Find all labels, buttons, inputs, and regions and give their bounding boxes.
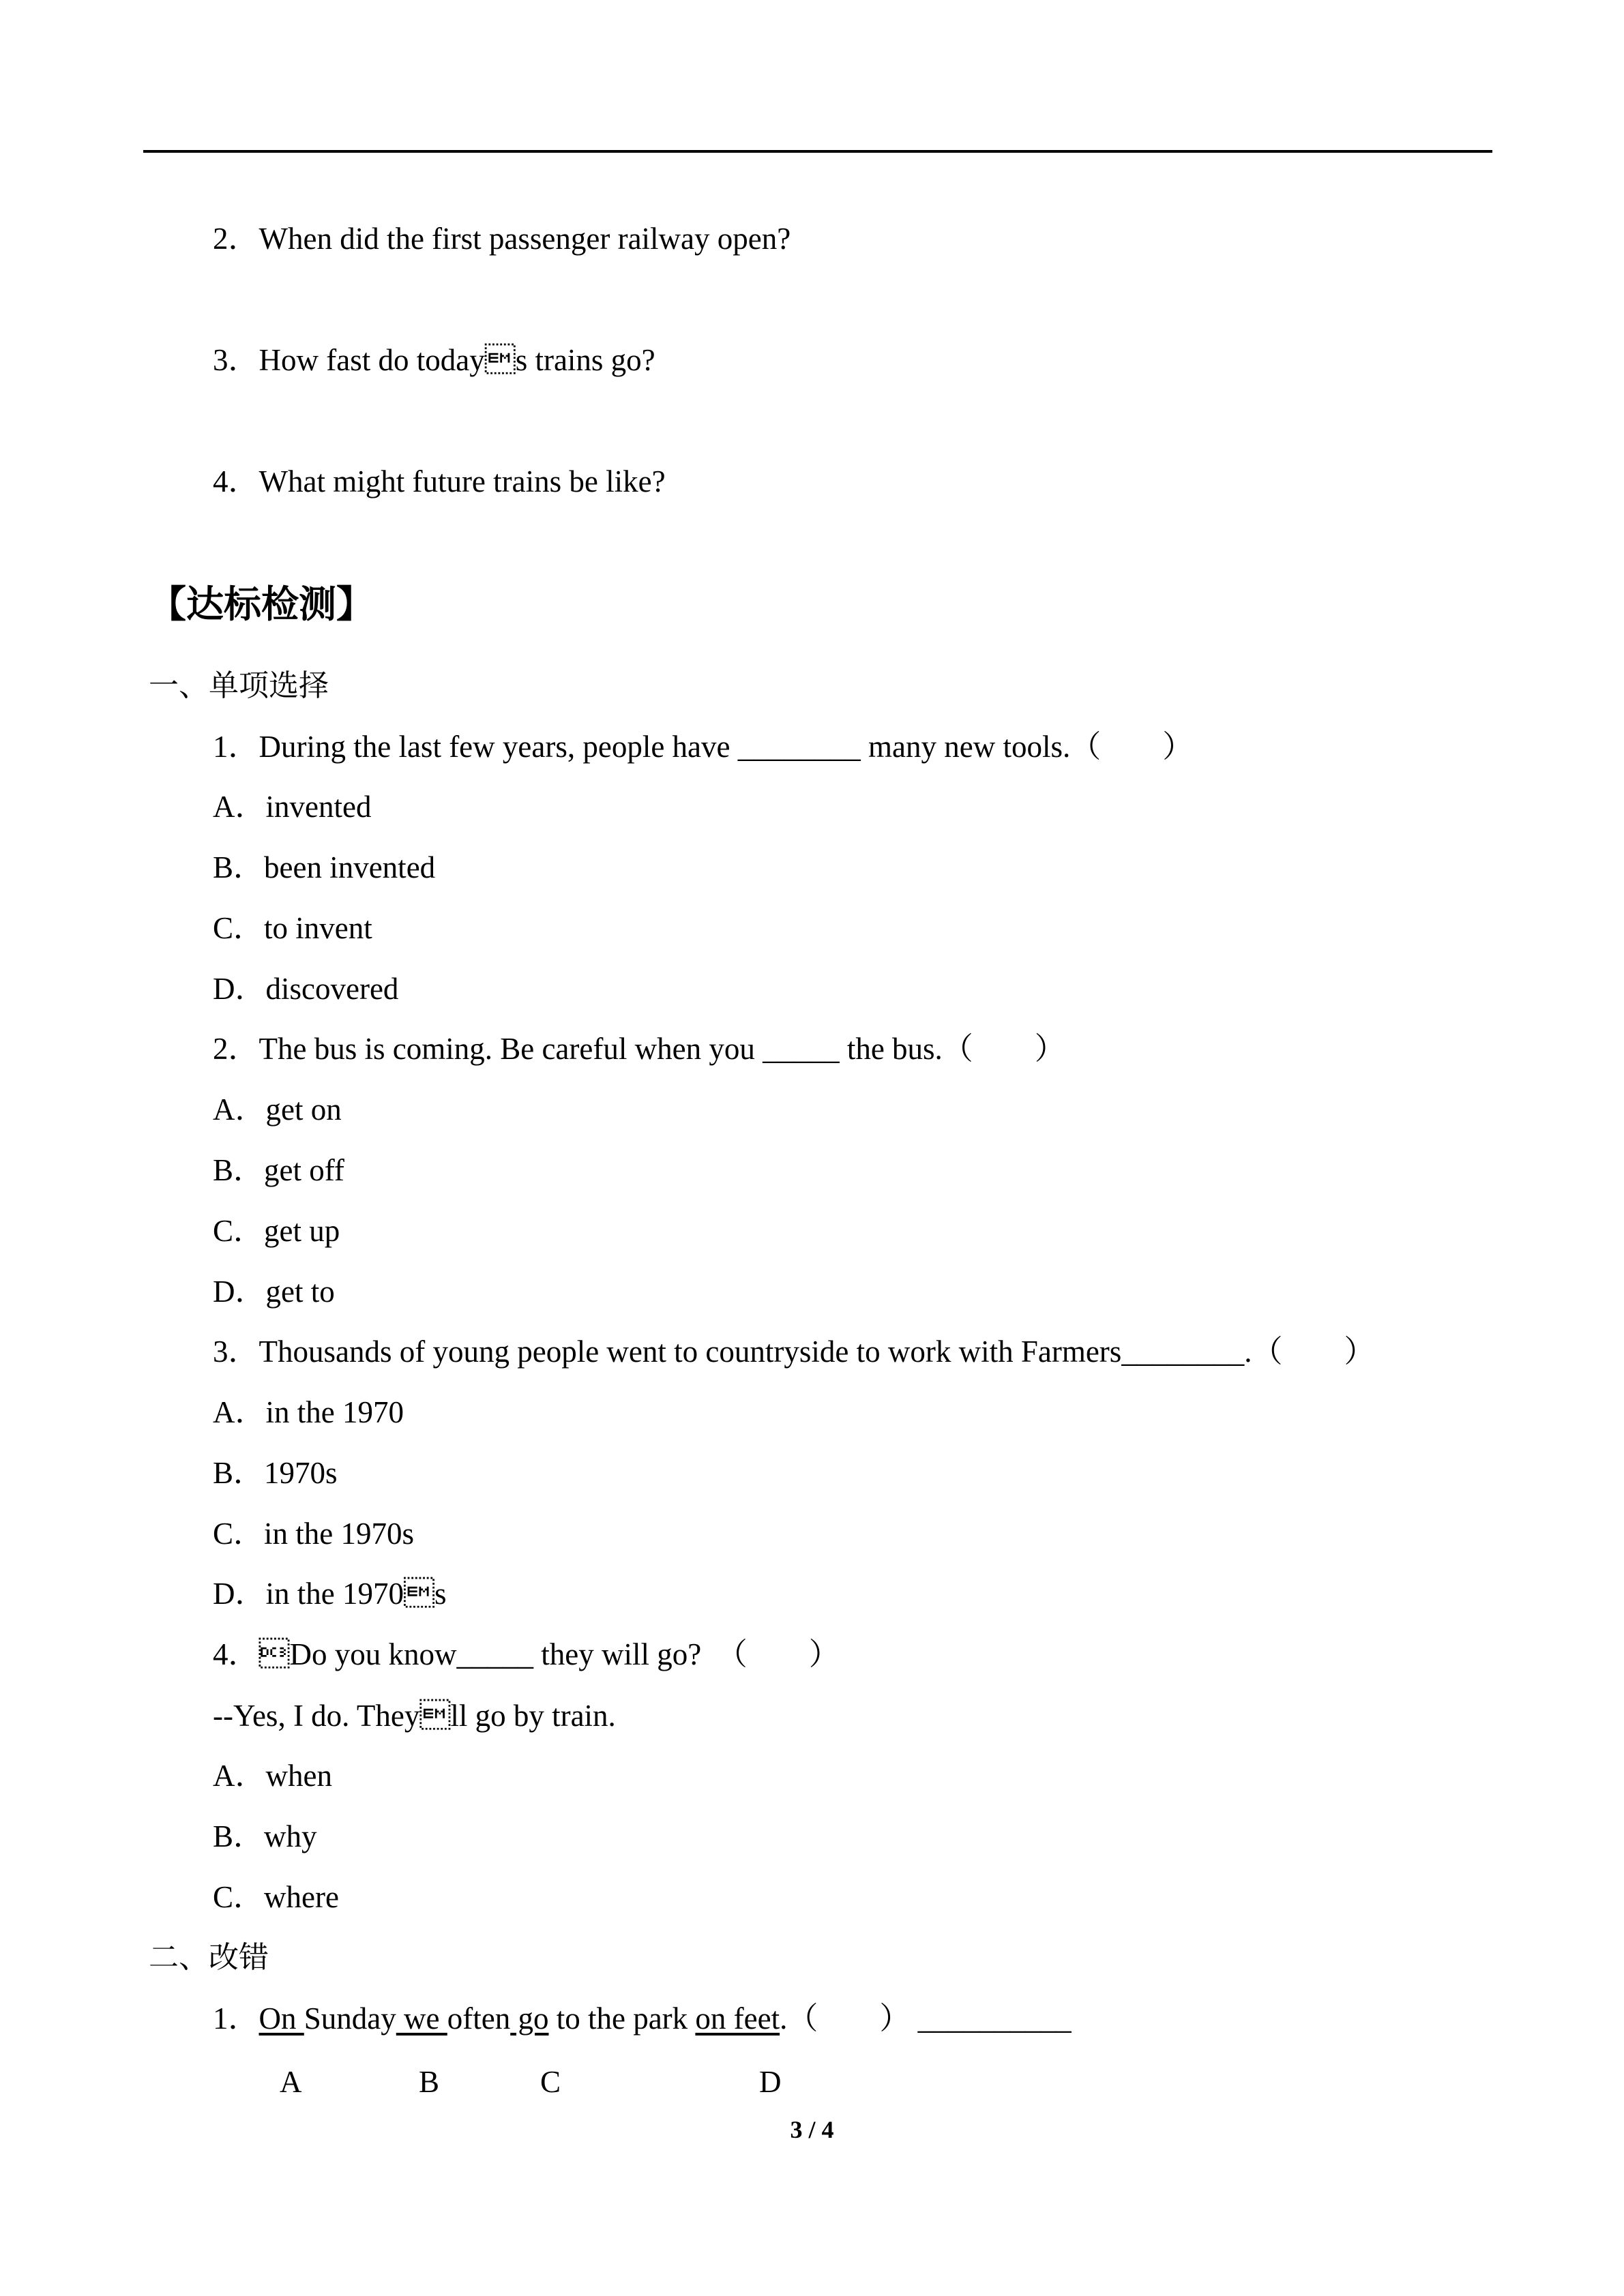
q4-reply: --Yes, I do. Theyll go by train. xyxy=(213,1699,616,1733)
q3-option-a: A．in the 1970 xyxy=(213,1395,404,1429)
correction-text: Sunday xyxy=(304,2001,396,2036)
q1-stem: 1．During the last few years, people have ________ many new tools.（ ） xyxy=(213,730,1194,764)
label-b: B xyxy=(419,2065,440,2099)
correction-question-1 xyxy=(213,1999,1072,2038)
underlined-segment-a: On xyxy=(259,2001,304,2036)
q4-option-b: B．why xyxy=(213,1819,317,1853)
page-number: 3 / 4 xyxy=(790,2116,834,2143)
q3-stem: 3．Thousands of young people went to countryside to work with Farmers________.（ ） xyxy=(213,1335,1375,1369)
q2-option-b: B．get off xyxy=(213,1153,344,1187)
q3-option-d: D．in the 1970s xyxy=(213,1577,447,1611)
header-rule xyxy=(143,150,1492,153)
q1-option-d: D．discovered xyxy=(213,972,399,1006)
q4-stem: 4．Do you know_____ they will go? （ ） xyxy=(213,1637,840,1671)
section-2-title: 二、改错 xyxy=(149,1940,269,1975)
section-1-title: 一、单项选择 xyxy=(149,668,329,703)
q1-option-a: A．invented xyxy=(213,790,372,824)
correction-text: to the park xyxy=(548,2001,696,2036)
underlined-segment-c: go xyxy=(510,2001,549,2036)
reading-question-4: 4．What might future trains be like? xyxy=(213,464,666,498)
q4-option-a: A．when xyxy=(213,1759,332,1793)
q2-option-d: D．get to xyxy=(213,1274,335,1309)
q3-option-b: B．1970s xyxy=(213,1456,338,1490)
correction-tail: .（ ） __________ xyxy=(780,2001,1072,2036)
q4-option-c: C．where xyxy=(213,1880,339,1914)
q2-option-c: C．get up xyxy=(213,1214,340,1248)
section-heading: 【达标检测】 xyxy=(149,582,374,626)
q1-option-c: C．to invent xyxy=(213,911,372,945)
q1-option-b: B．been invented xyxy=(213,850,436,884)
q2-option-a: A．get on xyxy=(213,1092,342,1127)
label-a: A xyxy=(280,2065,302,2099)
q3-option-c: C．in the 1970s xyxy=(213,1517,415,1551)
label-c: C xyxy=(540,2065,561,2099)
underlined-segment-d: on feet xyxy=(695,2001,780,2036)
underlined-segment-b: we xyxy=(396,2001,447,2036)
reading-question-2: 2．When did the first passenger railway open? xyxy=(213,222,791,256)
correction-number: 1． xyxy=(213,2001,259,2036)
reading-question-3: 3．How fast do todays trains go? xyxy=(213,343,655,377)
label-d: D xyxy=(759,2065,782,2099)
q2-stem: 2．The bus is coming. Be careful when you _____ the bus.（ ） xyxy=(213,1032,1065,1066)
correction-text: often xyxy=(447,2001,511,2036)
